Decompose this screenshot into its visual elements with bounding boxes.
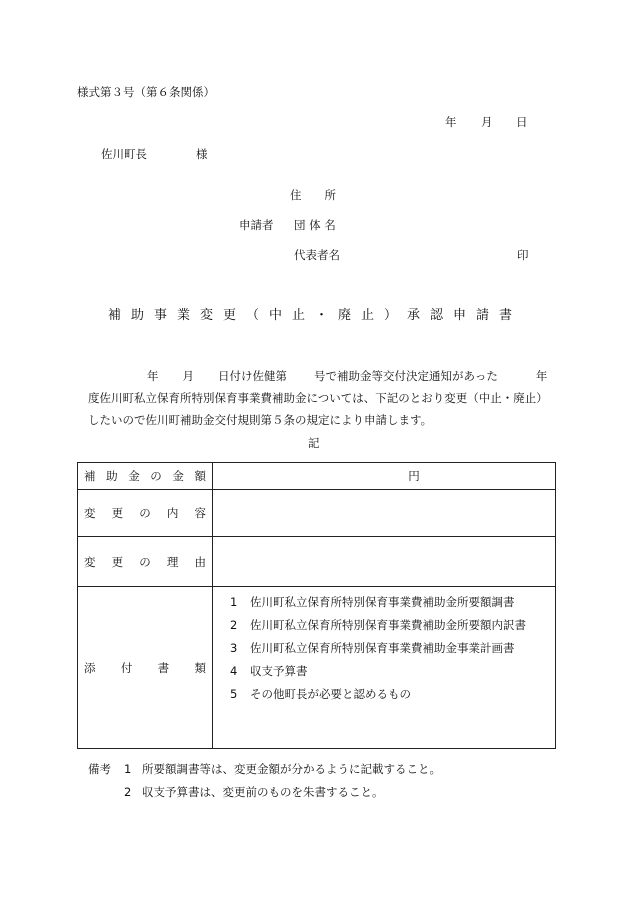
label-char: 添: [84, 660, 96, 675]
body-paragraph: [88, 365, 552, 431]
applicant-label: 申請者: [239, 218, 274, 232]
body-line-2: 度佐川町私立保育所特別保育事業費補助金については、下記のとおり変更（中止・廃止）: [88, 391, 548, 405]
label-char: 付: [120, 660, 133, 675]
group-name-label: 団 体 名: [294, 218, 336, 232]
date-month-label: 月: [481, 115, 493, 129]
table-row-reason: [78, 537, 556, 587]
label-char: 変: [84, 554, 96, 569]
body-notice-ref: 日付け佐健第: [218, 369, 287, 383]
form-number: 様式第３号（第６条関係）: [77, 85, 215, 99]
label-char: 助: [106, 469, 118, 483]
label-char: 補: [84, 469, 96, 483]
document-title: 補助事業変更（中止・廃止）承認申請書: [107, 308, 522, 323]
application-table: [77, 462, 556, 749]
label-char: 変: [84, 506, 96, 520]
content-field[interactable]: [213, 490, 556, 537]
label-amount: [78, 463, 213, 490]
body-notice-text: 号で補助金等交付決定通知があった: [314, 369, 498, 383]
label-content: [78, 490, 213, 537]
note-row: 2 収支予算書は、変更前のものを朱書すること。: [124, 785, 384, 799]
list-item: 4 収支予算書: [230, 664, 308, 678]
label-char: 容: [194, 506, 206, 520]
label-char: 書: [157, 660, 170, 675]
label-char: の: [139, 554, 151, 569]
label-char: 額: [194, 469, 206, 483]
label-char: 更: [111, 554, 124, 569]
label-char: 内: [166, 506, 179, 520]
table-row-content: [78, 490, 556, 537]
addressee-honorific: 様: [196, 147, 208, 161]
list-item: 5 その他町長が必要と認めるもの: [230, 687, 411, 701]
label-char: 理: [166, 554, 179, 569]
date-year-label: 年: [445, 115, 457, 129]
notes-block: [88, 758, 441, 804]
label-char: 金: [128, 469, 140, 483]
reason-field[interactable]: [213, 537, 556, 587]
body-line-3: したいので佐川町補助金交付規則第５条の規定により申請します。: [88, 413, 433, 427]
body-fiscal-year: 年: [535, 369, 548, 383]
list-item: 2 佐川町私立保育所特別保育事業費補助金所要額内訳書: [230, 618, 526, 632]
list-item: 1 佐川町私立保育所特別保育事業費補助金所要額調書: [230, 595, 515, 609]
table-row-amount: [78, 463, 556, 490]
address-label: 住 所: [290, 188, 336, 202]
note-row: 備考 1 所要額調書等は、変更金額が分かるように記載すること。: [88, 758, 441, 781]
list-item: 3 佐川町私立保育所特別保育事業費補助金事業計画書: [230, 641, 515, 655]
body-line-1: [88, 365, 552, 387]
label-char: 金: [172, 469, 184, 483]
yen-unit: 円: [408, 469, 420, 483]
label-char: の: [139, 506, 151, 520]
label-char: 由: [194, 554, 206, 569]
table-row-attachments: [78, 587, 556, 749]
representative-label: 代表者名: [294, 248, 340, 262]
body-year: 年: [147, 369, 159, 383]
label-char: 類: [194, 660, 206, 675]
seal-mark: 印: [517, 248, 529, 262]
ki-heading: 記: [308, 436, 320, 450]
attachments-cell: [213, 587, 556, 749]
date-day-label: 日: [516, 115, 528, 129]
label-attachments: [78, 587, 213, 749]
notes-label: 備考: [88, 762, 111, 776]
attachments-list: [213, 591, 555, 706]
addressee-name: 佐川町長: [101, 147, 147, 161]
amount-field[interactable]: [213, 463, 556, 490]
label-char: の: [150, 469, 162, 483]
body-month: 月: [182, 369, 194, 383]
label-reason: [78, 537, 213, 587]
label-char: 更: [111, 506, 124, 520]
